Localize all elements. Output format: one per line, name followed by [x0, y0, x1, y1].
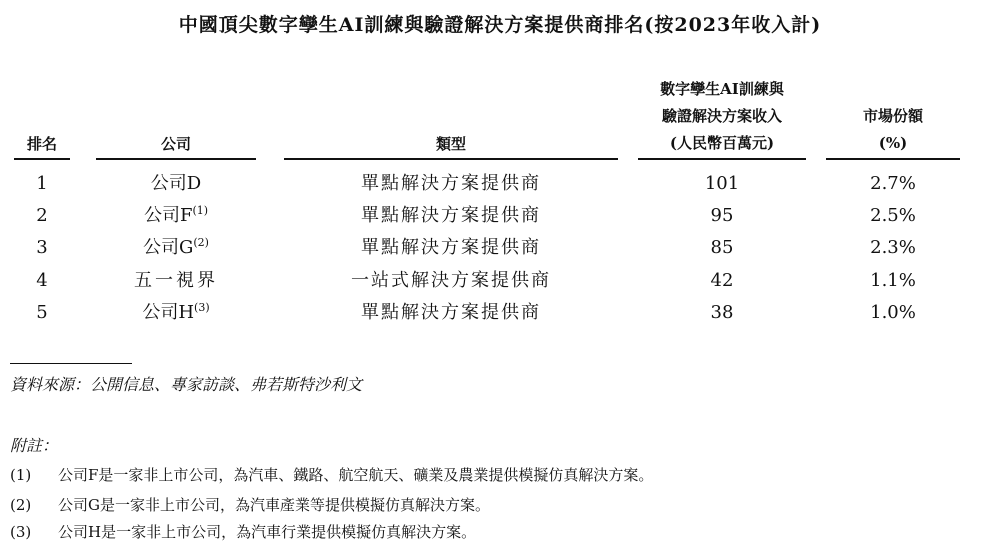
- header-share-line2: (%): [878, 134, 908, 152]
- table-row-4-type: 一站式解決方案提供商: [351, 270, 551, 291]
- table-row-4-share: 1.1%: [870, 270, 916, 291]
- header-underline-share: [826, 158, 960, 160]
- footnote-1: [10, 464, 653, 485]
- table-row-1-type: 單點解決方案提供商: [361, 173, 541, 194]
- table-row-1-company: [96, 168, 256, 200]
- header-underline-revenue: [638, 158, 806, 160]
- footnote-text: 公司G是一家非上市公司，為汽車產業等提供模擬仿真解決方案。: [58, 496, 490, 514]
- footnote-number: (2): [10, 496, 32, 514]
- table-row-1-revenue: 101: [704, 173, 740, 194]
- footnote-ref: (2): [193, 236, 209, 249]
- table-row-3-company: [96, 232, 256, 264]
- table-row-2-rank: 2: [36, 205, 48, 226]
- table-row-5-revenue: 38: [710, 302, 734, 323]
- header-underline-rank: [14, 158, 70, 160]
- table-row-3-type: 單點解決方案提供商: [361, 237, 541, 258]
- table-row-5-rank: 5: [36, 302, 48, 323]
- table-row-4-revenue: 42: [710, 270, 734, 291]
- company-name: 公司D: [150, 173, 202, 194]
- header-underline-type: [284, 158, 618, 160]
- table-row-5-type: 單點解決方案提供商: [361, 302, 541, 323]
- footnote-ref: (3): [194, 301, 210, 314]
- table-row-3-rank: 3: [36, 237, 48, 258]
- table-row-5-share: 1.0%: [870, 302, 916, 323]
- company-name: 公司H: [142, 302, 195, 323]
- table-row-2-type: 單點解決方案提供商: [361, 205, 541, 226]
- table-row-4-company: [96, 265, 256, 297]
- footnote-text: 公司F是一家非上市公司，為汽車、鐵路、航空航天、礦業及農業提供模擬仿真解決方案。: [58, 466, 654, 484]
- table-row-3-revenue: 85: [710, 237, 734, 258]
- header-rank: 排名: [26, 135, 57, 153]
- table-row-2-revenue: 95: [710, 205, 734, 226]
- company-name: 公司G: [143, 237, 194, 258]
- header-revenue-line2: 驗證解決方案收入: [661, 107, 782, 125]
- page-title: 中國頂尖數字孿生AI訓練與驗證解決方案提供商排名(按2023年收入計): [178, 14, 822, 36]
- company-name: 公司F: [143, 205, 193, 226]
- footnote-text: 公司H是一家非上市公司，為汽車行業提供模擬仿真解決方案。: [58, 523, 477, 541]
- footnote-3: [10, 521, 476, 542]
- table-row-2-company: [96, 200, 256, 232]
- table-row-4-rank: 4: [36, 270, 48, 291]
- header-revenue-line1: 數字孿生AI訓練與: [660, 80, 784, 98]
- table-row-1-share: 2.7%: [870, 173, 916, 194]
- source-note: 資料來源：公開信息、專家訪談、弗若斯特沙利文: [10, 375, 363, 394]
- header-type: 類型: [435, 135, 466, 153]
- footnote-ref: (1): [192, 204, 209, 217]
- table-row-1-rank: 1: [36, 173, 48, 194]
- header-share: [826, 103, 960, 157]
- footnote-2: [10, 494, 490, 515]
- table-row-3-share: 2.3%: [870, 237, 916, 258]
- company-name: 五一視界: [134, 270, 218, 291]
- header-revenue-line3: (人民幣百萬元): [669, 134, 775, 152]
- source-divider: [10, 363, 132, 364]
- notes-heading: 附註：: [10, 436, 59, 455]
- table-row-2-share: 2.5%: [870, 205, 916, 226]
- header-share-line1: 市場份額: [862, 107, 923, 125]
- header-revenue: [638, 76, 806, 157]
- header-company: 公司: [160, 135, 191, 153]
- header-underline-company: [96, 158, 256, 160]
- table-row-5-company: [96, 297, 256, 329]
- footnote-number: (1): [10, 466, 32, 484]
- footnote-number: (3): [10, 523, 32, 541]
